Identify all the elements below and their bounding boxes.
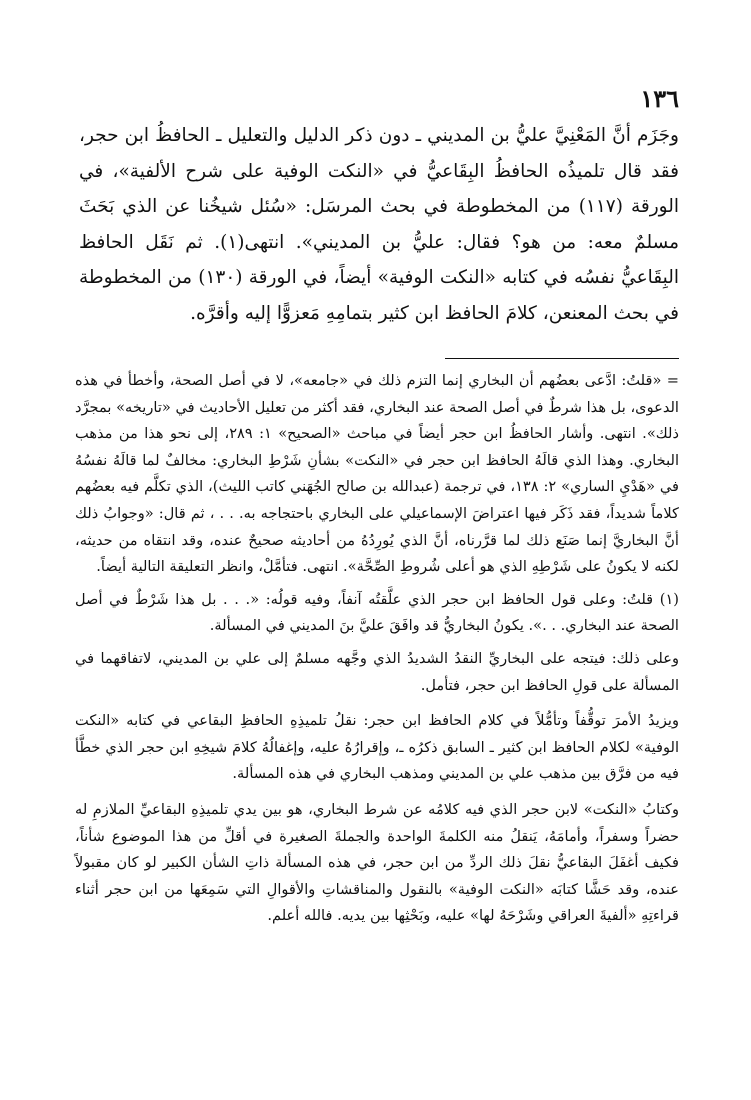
main-text-block bbox=[79, 118, 679, 331]
footnote-continuation: = «قلتُ: ادَّعى بعضُهم أن البخاري إنما التزم ذلك في «جامعه»، لا في أصل الصحة، وأخطأ في هذه الدعوى، بل هذا شرطٌ في أصل الصحة عند البخاري، فقد أكثر من تعليل الأحاديث في «تاريخه» بمجرَّد ذلك». انتهى. وأشار الحافظُ ابن حجر أيضاً في مباحث «الصحيح» ١: ٢٨٩، إلى نحو هذا من مذهب البخاري. وهذا الذي قالَهُ الحافظ ابن حجر في «النكت» بشأنِ شَرْطِ البخاري: مخالفٌ لما قالَهُ نفسُهُ في «هَدْيِ الساري» ٢: ١٣٨، في ترجمة (عبدالله بن صالح الجُهَني كاتب الليث)، الذي تكلَّم فيه بعضُهم كلاماً شديداً، فقد ذَكَر فيها اعتراضَ الإسماعيلي على البخاري باحتجاجه به. . . ، ثم قال: «وجوابُ ذلك أنَّ البخاريَّ إنما صَنَع ذلك لما قرَّرناه، أنَّ الذي يُورِدُهُ من أحاديثه صحيحٌ عنده، وقد انتقاه من حديثه، لكنه لا يكونُ على شَرْطِهِ الذي هو أعلى شُروطِ الصِّحَّة». انتهى. فتأمَّلْ، وانظر التعليقة التالية أيضاً. bbox=[75, 372, 679, 576]
footnote-paragraph: وعلى ذلك: فيتجه على البخاريِّ النقدُ الشديدُ الذي وجَّهه مسلمٌ إلى علي بن المديني، لاتفاقهما في المسألة على قولِ الحافظ ابن حجر، فتأمل. bbox=[75, 649, 679, 694]
footnotes-block bbox=[75, 368, 679, 930]
footnote-1: (١) قلتُ: وعلى قول الحافظ ابن حجر الذي علَّقتُه آنفاً، وفيه قولُه: «. . . بل هذا شَرْطٌ في أصل الصحة عند البخاري. . .». يكونُ البخاريُّ قد وافَقَ عليَّ بنَ المديني في المسألة. bbox=[75, 590, 679, 635]
footnote-paragraph: وكتابُ «النكت» لابن حجر الذي فيه كلامُه عن شرط البخاري، هو بين يدي تلميذِهِ البقاعيِّ الملازمِ له حضراً وسفراً، وأمامَهُ، يَنقلُ منه الكلمةَ الواحدة والجملةَ الصغيرة في أقلِّ من هذا الموضوع شأناً، فكيف أغفَلَ البقاعيُّ نقلَ ذلك الردِّ من ابن حجر، في هذه المسألة ذاتِ الشأن الكبير لو كان مقبولاً عنده، وقد حَشَّا كتابَه «النكت الوفية» بالنقول والمناقشاتِ والأقوالِ التي سَمِعَها من ابن حجر أثناء قراءتِهِ «ألفيةَ العراقي وشَرْحَهُ لها» عليه، وبَحْثِها بين يديه. فالله أعلم. bbox=[75, 800, 679, 925]
footnote-separator bbox=[445, 358, 679, 359]
main-paragraph: وجَزَم أنَّ المَعْنِيَّ عليُّ بن المديني ـ دون ذكر الدليل والتعليل ـ الحافظُ ابن حجر، فقد قال تلميذُه الحافظُ البِقَاعيُّ في «النكت الوفية على شرح الألفية»، في الورقة (١١٧) من المخطوطة في بحث المرسَل: «سُئل شيخُنا عن الذي بَحَثَ مسلمٌ معه: من هو؟ فقال: عليُّ بن المديني». انتهى(١). ثم نَقَل الحافظ البِقَاعيُّ نفسُه في كتابه «النكت الوفية» أيضاً، في الورقة (١٣٠) من المخطوطة في بحث المعنعن، كلامَ الحافظ ابن كثير بتمامِهِ مَعزوًّا إليه وأقرَّه. bbox=[79, 125, 680, 324]
footnote-paragraph: ويزيدُ الأمرَ توقُّفاً وتأمُّلاً في كلام الحافظ ابن حجر: نقلُ تلميذِهِ الحافظِ البقاعي في كتابه «النكت الوفية» لكلام الحافظ ابن كثير ـ السابق ذكرُه ـ، وإقرارُهُ عليه، وإغفالُهُ كلامَ شيخِهِ ابن حجر الذي خطَّأ فيه من فرَّق بين مذهب علي بن المديني ومذهب البخاري في هذه المسألة. bbox=[75, 712, 679, 783]
page-number: ١٣٦ bbox=[640, 84, 679, 113]
